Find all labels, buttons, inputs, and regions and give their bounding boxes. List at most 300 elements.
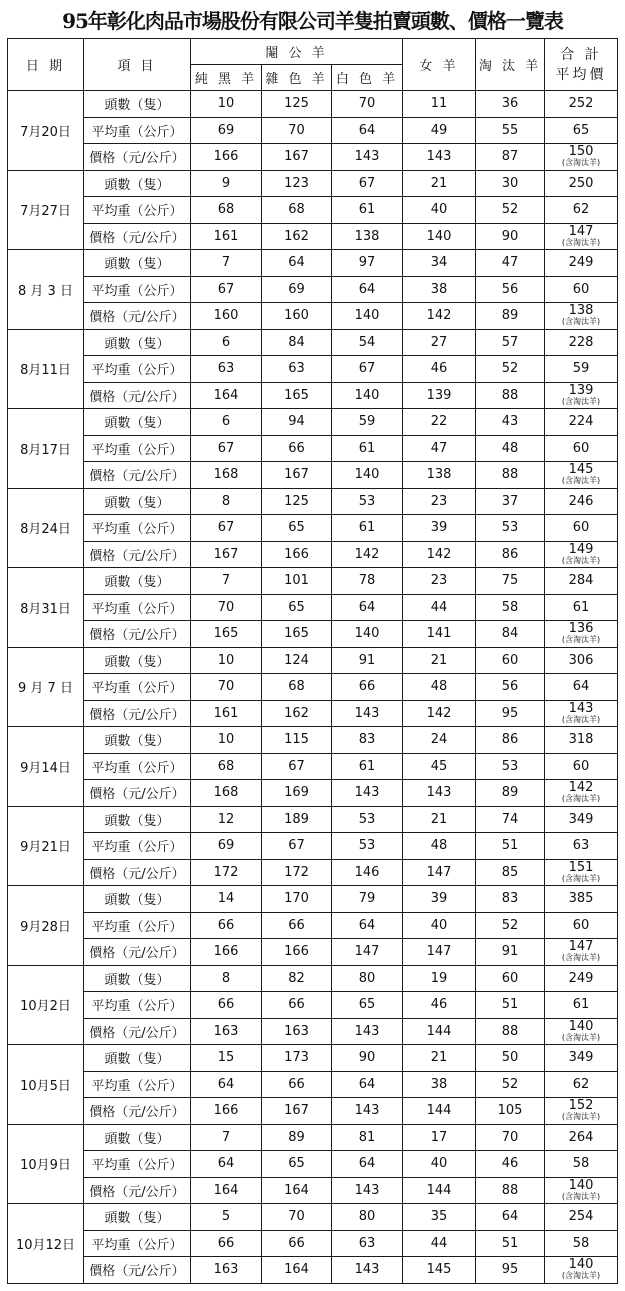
total-cell <box>545 859 618 886</box>
white-cell: 64 <box>332 594 403 621</box>
date-cell: 10月12日 <box>8 1204 84 1284</box>
black-cell: 160 <box>191 303 262 330</box>
female-cell: 40 <box>403 1151 476 1178</box>
female-cell: 21 <box>403 647 476 674</box>
black-cell: 163 <box>191 1257 262 1284</box>
table-row <box>8 992 618 1019</box>
date-cell: 9月21日 <box>8 806 84 886</box>
white-cell: 143 <box>332 144 403 171</box>
item-label: 價格（元/公斤） <box>84 1018 191 1045</box>
mixed-cell: 65 <box>262 1151 332 1178</box>
female-cell: 46 <box>403 992 476 1019</box>
item-label: 頭數（隻） <box>84 806 191 833</box>
avg-price-value: 151 <box>568 859 594 875</box>
black-cell: 10 <box>191 727 262 754</box>
avg-price-note: (含淘汰羊) <box>561 1271 601 1281</box>
female-cell: 144 <box>403 1018 476 1045</box>
white-cell: 143 <box>332 1018 403 1045</box>
white-cell: 53 <box>332 806 403 833</box>
total-cell: 228 <box>545 329 618 356</box>
female-cell: 48 <box>403 833 476 860</box>
total-cell <box>545 144 618 171</box>
female-cell: 144 <box>403 1177 476 1204</box>
black-cell: 164 <box>191 382 262 409</box>
black-cell: 69 <box>191 117 262 144</box>
table-row <box>8 1230 618 1257</box>
table-row <box>8 594 618 621</box>
female-cell: 138 <box>403 462 476 489</box>
item-label: 平均重（公斤） <box>84 992 191 1019</box>
table-row <box>8 1177 618 1204</box>
cull-cell: 88 <box>476 1177 545 1204</box>
mixed-cell: 164 <box>262 1257 332 1284</box>
avg-price-value: 147 <box>568 939 594 955</box>
total-cell <box>545 621 618 648</box>
item-label: 頭數（隻） <box>84 329 191 356</box>
avg-price-value: 140 <box>568 1018 594 1034</box>
total-cell: 61 <box>545 992 618 1019</box>
mixed-cell: 70 <box>262 117 332 144</box>
total-cell <box>545 1018 618 1045</box>
table-row <box>8 912 618 939</box>
table-row <box>8 197 618 224</box>
total-cell: 385 <box>545 886 618 913</box>
avg-price-value: 138 <box>568 303 594 319</box>
black-cell: 161 <box>191 223 262 250</box>
table-row <box>8 356 618 383</box>
mixed-cell: 189 <box>262 806 332 833</box>
table-row <box>8 382 618 409</box>
date-cell: 9月14日 <box>8 727 84 807</box>
female-cell: 23 <box>403 488 476 515</box>
mixed-cell: 123 <box>262 170 332 197</box>
white-cell: 63 <box>332 1230 403 1257</box>
black-cell: 14 <box>191 886 262 913</box>
white-cell: 61 <box>332 753 403 780</box>
white-cell: 79 <box>332 886 403 913</box>
female-cell: 39 <box>403 515 476 542</box>
item-label: 平均重（公斤） <box>84 276 191 303</box>
date-cell: 8 月 3 日 <box>8 250 84 330</box>
avg-price-value: 140 <box>568 1257 594 1273</box>
white-cell: 64 <box>332 276 403 303</box>
date-header: 日 期 <box>8 39 84 91</box>
white-cell: 61 <box>332 197 403 224</box>
cull-cell: 87 <box>476 144 545 171</box>
item-label: 頭數（隻） <box>84 409 191 436</box>
castrated-ram-header: 閹 公 羊 <box>191 39 403 65</box>
cull-cell: 75 <box>476 568 545 595</box>
table-row <box>8 1204 618 1231</box>
cull-cell: 51 <box>476 992 545 1019</box>
cull-cell: 91 <box>476 939 545 966</box>
female-cell: 45 <box>403 753 476 780</box>
total-cell: 63 <box>545 833 618 860</box>
cull-cell: 70 <box>476 1124 545 1151</box>
white-cell: 53 <box>332 833 403 860</box>
mixed-cell: 170 <box>262 886 332 913</box>
mixed-cell: 162 <box>262 223 332 250</box>
avg-price-value: 139 <box>568 382 594 398</box>
total-cell: 254 <box>545 1204 618 1231</box>
total-cell <box>545 303 618 330</box>
black-cell: 67 <box>191 435 262 462</box>
mixed-cell: 124 <box>262 647 332 674</box>
black-cell: 64 <box>191 1071 262 1098</box>
total-header <box>545 39 618 91</box>
cull-cell: 52 <box>476 1071 545 1098</box>
mixed-cell: 167 <box>262 462 332 489</box>
table-row <box>8 276 618 303</box>
black-cell: 66 <box>191 912 262 939</box>
date-cell: 8月31日 <box>8 568 84 648</box>
white-cell: 142 <box>332 541 403 568</box>
white-cell: 64 <box>332 117 403 144</box>
mixed-cell: 63 <box>262 356 332 383</box>
white-cell: 83 <box>332 727 403 754</box>
white-cell: 61 <box>332 515 403 542</box>
black-cell: 166 <box>191 1098 262 1125</box>
item-label: 價格（元/公斤） <box>84 1257 191 1284</box>
white-cell: 81 <box>332 1124 403 1151</box>
cull-cell: 88 <box>476 462 545 489</box>
mixed-cell: 160 <box>262 303 332 330</box>
item-label: 價格（元/公斤） <box>84 382 191 409</box>
table-row <box>8 568 618 595</box>
black-cell: 63 <box>191 356 262 383</box>
female-cell: 27 <box>403 329 476 356</box>
mixed-cell: 65 <box>262 594 332 621</box>
black-cell: 10 <box>191 91 262 118</box>
mixed-cell: 125 <box>262 91 332 118</box>
table-row <box>8 1045 618 1072</box>
black-cell: 167 <box>191 541 262 568</box>
item-header: 項 目 <box>84 39 191 91</box>
avg-price-note: (含淘汰羊) <box>561 396 601 406</box>
black-cell: 67 <box>191 515 262 542</box>
item-label: 頭數（隻） <box>84 91 191 118</box>
avg-price-value: 147 <box>568 223 594 239</box>
white-cell: 65 <box>332 992 403 1019</box>
table-row <box>8 1124 618 1151</box>
female-cell: 142 <box>403 541 476 568</box>
item-label: 價格（元/公斤） <box>84 223 191 250</box>
female-cell: 44 <box>403 594 476 621</box>
black-cell: 164 <box>191 1177 262 1204</box>
table-row <box>8 621 618 648</box>
mixed-cell: 66 <box>262 912 332 939</box>
female-cell: 24 <box>403 727 476 754</box>
item-label: 頭數（隻） <box>84 568 191 595</box>
table-row <box>8 541 618 568</box>
total-cell <box>545 1257 618 1284</box>
female-cell: 48 <box>403 674 476 701</box>
female-cell: 145 <box>403 1257 476 1284</box>
total-cell: 349 <box>545 806 618 833</box>
mixed-cell: 68 <box>262 674 332 701</box>
mixed-cell: 89 <box>262 1124 332 1151</box>
item-label: 價格（元/公斤） <box>84 462 191 489</box>
female-cell: 141 <box>403 621 476 648</box>
total-header-line2: 平均價 <box>555 66 607 83</box>
mixed-cell: 66 <box>262 992 332 1019</box>
white-cell: 70 <box>332 91 403 118</box>
white-cell: 59 <box>332 409 403 436</box>
total-cell <box>545 780 618 807</box>
avg-price-note: (含淘汰羊) <box>561 714 601 724</box>
black-cell: 9 <box>191 170 262 197</box>
white-cell: 78 <box>332 568 403 595</box>
item-label: 價格（元/公斤） <box>84 541 191 568</box>
item-label: 價格（元/公斤） <box>84 303 191 330</box>
avg-price-note: (含淘汰羊) <box>561 476 601 486</box>
table-row <box>8 91 618 118</box>
black-cell: 161 <box>191 700 262 727</box>
white-cell: 90 <box>332 1045 403 1072</box>
total-cell: 349 <box>545 1045 618 1072</box>
item-label: 價格（元/公斤） <box>84 1098 191 1125</box>
avg-price-value: 145 <box>568 462 594 478</box>
black-cell: 6 <box>191 409 262 436</box>
white-cell: 143 <box>332 700 403 727</box>
item-label: 平均重（公斤） <box>84 117 191 144</box>
item-label: 平均重（公斤） <box>84 1151 191 1178</box>
total-cell: 60 <box>545 276 618 303</box>
female-cell: 139 <box>403 382 476 409</box>
white-cell: 91 <box>332 647 403 674</box>
black-cell: 166 <box>191 939 262 966</box>
black-cell: 68 <box>191 753 262 780</box>
white-cell: 140 <box>332 303 403 330</box>
cull-cell: 60 <box>476 965 545 992</box>
total-cell: 65 <box>545 117 618 144</box>
avg-price-note: (含淘汰羊) <box>561 1112 601 1122</box>
table-row <box>8 170 618 197</box>
total-cell: 264 <box>545 1124 618 1151</box>
mixed-cell: 66 <box>262 435 332 462</box>
cull-cell: 37 <box>476 488 545 515</box>
mixed-cell: 166 <box>262 939 332 966</box>
female-cell: 23 <box>403 568 476 595</box>
cull-cell: 74 <box>476 806 545 833</box>
black-cell: 172 <box>191 859 262 886</box>
avg-price-note: (含淘汰羊) <box>561 794 601 804</box>
black-cell: 168 <box>191 462 262 489</box>
cull-cell: 83 <box>476 886 545 913</box>
mixed-cell: 172 <box>262 859 332 886</box>
total-cell: 58 <box>545 1151 618 1178</box>
cull-cell: 53 <box>476 753 545 780</box>
white-cell: 66 <box>332 674 403 701</box>
cull-cell: 51 <box>476 833 545 860</box>
total-cell: 318 <box>545 727 618 754</box>
white-cell: 143 <box>332 780 403 807</box>
total-cell: 59 <box>545 356 618 383</box>
total-cell: 62 <box>545 197 618 224</box>
white-cell: 80 <box>332 1204 403 1231</box>
cull-cell: 58 <box>476 594 545 621</box>
total-cell <box>545 223 618 250</box>
avg-price-note: (含淘汰羊) <box>561 555 601 565</box>
black-cell: 70 <box>191 594 262 621</box>
black-cell: 7 <box>191 1124 262 1151</box>
black-cell: 7 <box>191 568 262 595</box>
black-cell: 5 <box>191 1204 262 1231</box>
date-cell: 7月20日 <box>8 91 84 171</box>
item-label: 平均重（公斤） <box>84 594 191 621</box>
female-cell: 19 <box>403 965 476 992</box>
cull-cell: 46 <box>476 1151 545 1178</box>
table-row <box>8 647 618 674</box>
white-cell: 143 <box>332 1257 403 1284</box>
female-cell: 34 <box>403 250 476 277</box>
table-row <box>8 1257 618 1284</box>
item-label: 平均重（公斤） <box>84 356 191 383</box>
female-cell: 142 <box>403 700 476 727</box>
white-cell: 64 <box>332 1071 403 1098</box>
total-header-line1: 合 計 <box>560 46 602 63</box>
cull-header: 淘 汰 羊 <box>476 39 545 91</box>
avg-price-value: 152 <box>568 1098 594 1114</box>
date-cell: 7月27日 <box>8 170 84 250</box>
cull-cell: 90 <box>476 223 545 250</box>
table-row <box>8 329 618 356</box>
cull-cell: 52 <box>476 197 545 224</box>
total-cell <box>545 1098 618 1125</box>
cull-cell: 36 <box>476 91 545 118</box>
black-cell: 69 <box>191 833 262 860</box>
avg-price-note: (含淘汰羊) <box>561 635 601 645</box>
item-label: 價格（元/公斤） <box>84 621 191 648</box>
item-label: 平均重（公斤） <box>84 1230 191 1257</box>
white-cell: 67 <box>332 170 403 197</box>
black-cell: 64 <box>191 1151 262 1178</box>
female-cell: 147 <box>403 939 476 966</box>
avg-price-note: (含淘汰羊) <box>561 1191 601 1201</box>
total-cell: 252 <box>545 91 618 118</box>
female-cell: 147 <box>403 859 476 886</box>
white-cell: 54 <box>332 329 403 356</box>
avg-price-note: (含淘汰羊) <box>561 317 601 327</box>
female-cell: 140 <box>403 223 476 250</box>
date-cell: 10月2日 <box>8 965 84 1045</box>
table-row <box>8 833 618 860</box>
white-cell: 61 <box>332 435 403 462</box>
cull-cell: 86 <box>476 541 545 568</box>
table-row <box>8 1071 618 1098</box>
avg-price-value: 150 <box>568 144 594 160</box>
cull-cell: 95 <box>476 700 545 727</box>
female-header: 女 羊 <box>403 39 476 91</box>
item-label: 頭數（隻） <box>84 1204 191 1231</box>
table-row <box>8 1151 618 1178</box>
black-cell: 165 <box>191 621 262 648</box>
female-cell: 46 <box>403 356 476 383</box>
cull-cell: 56 <box>476 276 545 303</box>
item-label: 平均重（公斤） <box>84 912 191 939</box>
mixed-cell: 67 <box>262 753 332 780</box>
item-label: 頭數（隻） <box>84 647 191 674</box>
table-row <box>8 886 618 913</box>
mixed-cell: 165 <box>262 382 332 409</box>
table-row <box>8 806 618 833</box>
white-cell: 53 <box>332 488 403 515</box>
item-label: 平均重（公斤） <box>84 197 191 224</box>
cull-cell: 43 <box>476 409 545 436</box>
header-row-1 <box>8 39 618 65</box>
white-cell: 140 <box>332 382 403 409</box>
female-cell: 144 <box>403 1098 476 1125</box>
item-label: 平均重（公斤） <box>84 1071 191 1098</box>
item-label: 頭數（隻） <box>84 170 191 197</box>
cull-cell: 56 <box>476 674 545 701</box>
table-row <box>8 409 618 436</box>
total-cell: 284 <box>545 568 618 595</box>
female-cell: 38 <box>403 1071 476 1098</box>
female-cell: 40 <box>403 912 476 939</box>
mixed-cell: 166 <box>262 541 332 568</box>
item-label: 平均重（公斤） <box>84 753 191 780</box>
total-cell: 60 <box>545 912 618 939</box>
black-cell: 7 <box>191 250 262 277</box>
item-label: 價格（元/公斤） <box>84 700 191 727</box>
cull-cell: 86 <box>476 727 545 754</box>
black-cell: 8 <box>191 488 262 515</box>
mixed-cell: 66 <box>262 1230 332 1257</box>
avg-price-note: (含淘汰羊) <box>561 1032 601 1042</box>
table-row <box>8 117 618 144</box>
table-row <box>8 488 618 515</box>
total-cell: 60 <box>545 435 618 462</box>
female-cell: 40 <box>403 197 476 224</box>
white-cell: 97 <box>332 250 403 277</box>
item-label: 價格（元/公斤） <box>84 144 191 171</box>
white-cell: 140 <box>332 462 403 489</box>
item-label: 頭數（隻） <box>84 1124 191 1151</box>
cull-cell: 51 <box>476 1230 545 1257</box>
white-cell: 143 <box>332 1098 403 1125</box>
auction-table <box>7 38 618 1284</box>
black-cell: 168 <box>191 780 262 807</box>
female-cell: 11 <box>403 91 476 118</box>
mixed-cell: 84 <box>262 329 332 356</box>
date-cell: 10月9日 <box>8 1124 84 1204</box>
cull-cell: 50 <box>476 1045 545 1072</box>
white-cell: 64 <box>332 912 403 939</box>
total-cell <box>545 939 618 966</box>
total-cell: 64 <box>545 674 618 701</box>
white-cell: 67 <box>332 356 403 383</box>
female-cell: 21 <box>403 170 476 197</box>
female-cell: 38 <box>403 276 476 303</box>
avg-price-value: 140 <box>568 1177 594 1193</box>
item-label: 頭數（隻） <box>84 488 191 515</box>
item-label: 頭數（隻） <box>84 965 191 992</box>
cull-cell: 85 <box>476 859 545 886</box>
item-label: 平均重（公斤） <box>84 674 191 701</box>
table-row <box>8 515 618 542</box>
table-row <box>8 859 618 886</box>
date-cell: 8月24日 <box>8 488 84 568</box>
total-cell: 60 <box>545 515 618 542</box>
cull-cell: 89 <box>476 303 545 330</box>
cull-cell: 88 <box>476 1018 545 1045</box>
female-cell: 21 <box>403 806 476 833</box>
cull-cell: 88 <box>476 382 545 409</box>
cull-cell: 30 <box>476 170 545 197</box>
page-title: 95年彰化肉品市場股份有限公司羊隻拍賣頭數、價格一覽表 <box>62 9 563 33</box>
item-label: 價格（元/公斤） <box>84 1177 191 1204</box>
